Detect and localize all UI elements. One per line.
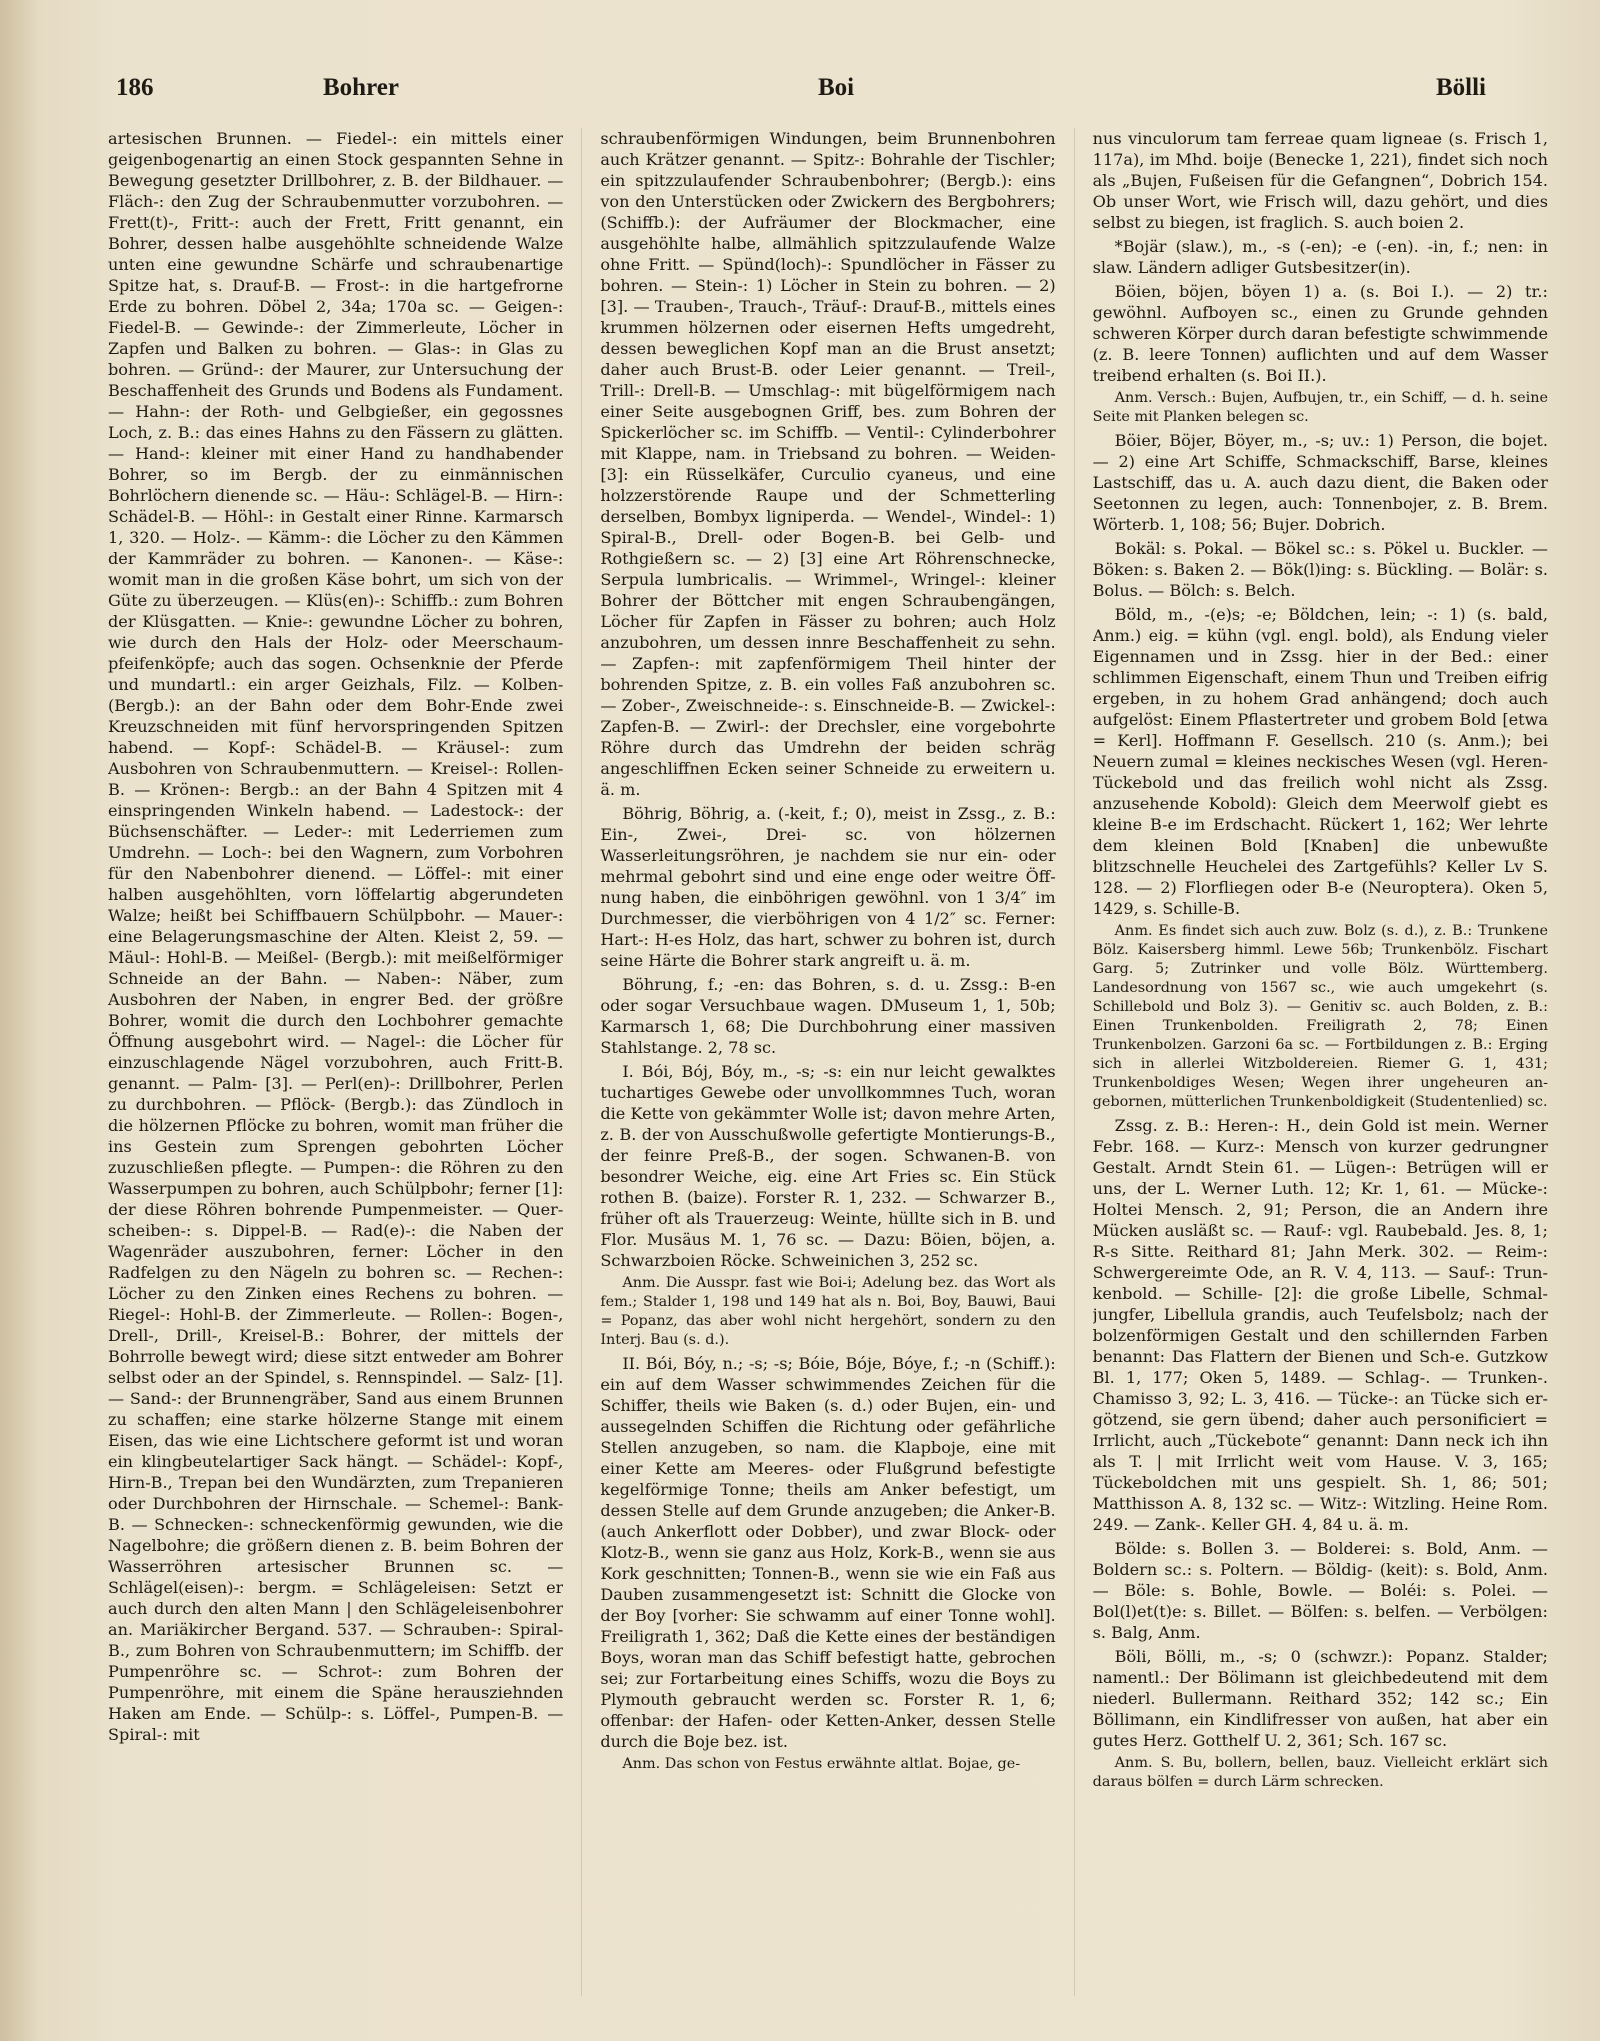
page-header <box>108 74 1548 116</box>
entry-paragraph: Bölde: s. Bollen 3. — Bolderei: s. Bold, Anm. — Boldern sc.: s. Poltern. — Böldig- (keit): s. Bold, Anm. — Böle: s. Bohle, Bowle. — Boléi: s. Polei. — Bol(l)et(t)e: s. Billet. — Bölfen: s. belfen. — Verbölgen: s. Balg, Anm. <box>1092 1539 1548 1643</box>
column-divider <box>581 128 582 1996</box>
running-head-left: Bohrer <box>323 74 399 101</box>
entry-paragraph: Böld, m., -(e)s; -e; Böldchen, lein; -: 1) (s. bald, Anm.) eig. = kühn (vgl. engl. bold), als Endung vieler Eigennamen und in Zssg. hier in der Bed.: einer schlimmen Eigenschaft, einem Thun und Treiben eifrig ergeben, in zu hohem Grad anhängend; doch auch aufgelöst: Einem Pflastertreter und grobem Bold [etwa = Kerl]. Hoffmann F. Gesellsch. 210 (s. Anm.); bei Neuern zumal = kleines neckisches Wesen (vgl. Heren-Tückebold und das freilich wohl nicht als Zssg. anzusehende Kobold): Gleich dem Meerwolf giebt es kleine B-e im Erdschacht. Rückert 1, 162; Wer lehrte dem kleinen Bold [Knaben] die unbewußte blitzschnelle Heuchelei des Zartgefühls? Keller Lv S. 128. — 2) Florfliegen oder B-e (Neuroptera). Oken 5, 1429, s. Schille-B. <box>1092 605 1548 919</box>
text-columns <box>108 128 1548 1996</box>
entry-paragraph: Zssg. z. B.: Heren-: H., dein Gold ist mein. Werner Febr. 168. — Kurz-: Mensch von kurzer gedrungner Gestalt. Arndt Stein 61. — Lügen-: Betrügen will er uns, der L. Werner Luth. 12; Kr. 1, 61. — Mücke-: Holtei Mensch. 2, 91; Person, die an Andern ihre Mücken ausläßt sc. — Rauf-: vgl. Raubebald. Jes. 8, 1; R-s Sitte. Reithard 81; Jahn Merk. 302. — Reim-: Schwergereimte Ode, an R. V. 4, 113. — Sauf-: Trunkenbold. — Schille- [2]: die große Libelle, Schmaljungfer, Libellula grandis, auch Teufelsbolz; nach der bolzenförmigen Gestalt und den schillernden Farben benannt: Das Flattern der Bienen und Sch-e. Gutzkow Bl. 1, 177; Oken 5, 1489. — Schlag-. — Trunken-. Chamisso 3, 92; L. 3, 416. — Tücke-: an Tücke sich ergötzend, sie gern übend; daher auch personificiert = Irrlicht, auch „Tückebote“ genannt: Dann neck ich ihn als T. | mit Irrlicht weit vom Hause. V. 3, 165; Tückeboldchen mit uns gespielt. Sh. 1, 86; 501; Matthisson A. 8, 132 sc. — Witz-: Witzling. Heine Rom. 249. — Zank-. Keller GH. 4, 84 u. ä. m. <box>1092 1116 1548 1535</box>
annotation-paragraph: Anm. S. Bu, bollern, bellen, bauz. Vielleicht erklärt sich daraus bölfen = durch Lärm schrecken. <box>1092 1755 1548 1791</box>
running-head-center: Boi <box>818 74 855 101</box>
entry-paragraph: Böier, Böjer, Böyer, m., -s; uv.: 1) Person, die bojet. — 2) eine Art Schiffe, Schmackschiff, Barse, kleines Lastschiff, das u. A. auch dazu dient, die Baken oder Seetonnen zu legen, auch: Tonnenbojer, z. B. Brem. Wörterb. 1, 108; 56; Bujer. Dobrich. <box>1092 431 1548 535</box>
entry-paragraph: Böhrung, f.; -en: das Bohren, s. d. u. Zssg.: B-en oder sogar Versuchbaue wagen. DMuseum 1, 1, 50b; Karmarsch 1, 68; Die Durchbohrung einer massiven Stahlstange. 2, 78 sc. <box>600 975 1056 1057</box>
annotation-paragraph: Anm. Das schon von Festus erwähnte altlat. Bojae, ge- <box>622 1756 1021 1773</box>
column-right <box>1093 128 1548 1996</box>
running-head-right: Bölli <box>1435 74 1486 101</box>
entry-paragraph: Böien, böjen, böyen 1) a. (s. Boi I.). — 2) tr.: gewöhnl. Aufboyen sc., einen zu Grunde gehnden schweren Körper durch daran befestigte schwimmende (z. B. leere Tonnen) auflichten und auf dem Wasser treibend erhalten (s. Boi II.). <box>1092 282 1548 385</box>
annotation-paragraph: Anm. Es findet sich auch zuw. Bolz (s. d.), z. B.: Trunkene Bölz. Kaisersberg himml. Lewe 56b; Trunkenbölz. Fischart Garg. 5; Zutrinker und volle Bölz. Württemberg. Landesordnung von 1567 sc., wie auch umgekehrt (s. Schillebold und Bolz 3). — Genitiv sc. auch Bolden, z. B.: Einen Trunkenbolden. Freiligrath 2, 78; Einen Trunkenbolzen. Garzoni 6a sc. — Fortbildungen z. B.: Erging sich in allerlei Witzboldereien. Riemer G. 1, 431; Trunkenboldiges Wesen; Wegen ihrer ungeheuren angebornen, mütterlichen Trunkenboldigkeit (Studentenlied) sc. <box>1092 923 1548 1111</box>
column-middle <box>600 128 1055 1996</box>
entry-paragraph: Böli, Bölli, m., -s; 0 (schwzr.): Popanz. Stalder; namentl.: Der Bölimann ist gleichbedeutend mit dem niederl. Bullermann. Reithard 352; 142 sc.; Ein Böllimann, ein Kindlifresser von außen, hat aber ein gutes Herz. Gotthelf U. 2, 361; Sch. 167 sc. <box>1092 1647 1548 1751</box>
entry-paragraph: artesischen Brunnen. — Fiedel-: ein mittels einer geigenbogenartig an einen Stock gespannten Sehne in Bewegung gesetzter Drillbohrer, z. B. der Bildhauer. — Fläch-: den Zug der Schraubenmutter vorzubohren. — Frett(t)-, Fritt-: auch der Frett, Fritt genannt, ein Bohrer, dessen halbe ausgehöhlte schneidende Walze unten eine gewundne Schärfe und schraubenartige Spitze hat, s. Drauf-B. — Frost-: in die hartgefrorne Erde zu bohren. Döbel 2, 34a; 170a sc. — Geigen-: Fiedel-B. — Gewinde-: der Zimmerleute, Löcher in Zapfen und Balken zu bohren. — Glas-: in Glas zu bohren. — Gründ-: der Maurer, zur Untersuchung der Beschaffenheit des Grunds und Bodens als Fundament. — Hahn-: der Roth- und Gelbgießer, ein gegossnes Loch, z. B.: das eines Hahns zu den Fässern zu glätten. — Hand-: kleiner mit einer Hand zu handhabender Bohrer, so im Bergb. der zu einmännischen Bohrlöchern dienende sc. — Häu-: Schlägel-B. — Hirn-: Schädel-B. — Höhl-: in Gestalt einer Rinne. Karmarsch 1, 320. — Holz-. — Kämm-: die Löcher zu den Kämmen der Kammräder zu bohren. — Kanonen-. — Käse-: womit man in die großen Käse bohrt, um sich von der Güte zu überzeugen. — Klüs(en)-: Schiffb.: zum Bohren der Klüsgatten. — Knie-: gewundne Löcher zu bohren, wie durch den Hals der Holz- oder Meerschaumpfeifenköpfe; auch das sogen. Ochsenknie der Pferde und mundartl.: ein arger Geizhals, Filz. — Kolben- (Bergb.): an der Bahn oder dem Bohr-Ende zwei Kreuzschneiden mit fünf hervorspringenden Spitzen habend. — Kopf-: Schädel-B. — Kräusel-: zum Ausbohren von Schraubenmuttern. — Kreisel-: Rollen-B. — Krönen-: Bergb.: an der Bahn 4 Spitzen mit 4 einspringenden Winkeln habend. — Ladestock-: der Büchsenschäfter. — Leder-: mit Lederriemen zum Umdrehn. — Loch-: bei den Wagnern, zum Vorbohren für den Nabenbohrer dienend. — Löffel-: mit einer halben ausgehöhlten, vorn löffelartig abgerundeten Walze; heißt bei Schiffbauern Schülpbohr. — Mauer-: eine Belagerungsmaschine der Alten. Kleist 2, 59. — Mäul-: Hohl-B. — Meißel- (Bergb.): mit meißelförmiger Schneide an der Bahn. — Naben-: Näber, zum Ausbohren der Naben, in engrer Bed. der größre Bohrer, womit die durch den Lochbohrer gemachte Öffnung ausgebohrt wird. — Nagel-: die Löcher für einzuschlagende Nägel vorzubohren, auch Fritt-B. genannt. — Palm- [3]. — Perl(en)-: Drillbohrer, Perlen zu durchbohren. — Pflöck- (Bergb.): das Zündloch in die hölzernen Pflöcke zu bohren, womit man früher die ins Gestein zum Sprengen gebohrten Löcher zuzuschließen pflegte. — Pumpen-: die Röhren zu den Wasserpumpen zu bohren, auch Schülpbohr; ferner [1]: der diese Röhren bohrende Pumpenmeister. — Querscheiben-: s. Dippel-B. — Rad(e)-: die Naben der Wagenräder auszubohren, ferner: Löcher in den Radfelgen zu den Nägeln zu bohren sc. — Rechen-: Löcher zu den Zinken eines Rechens zu bohren. — Riegel-: Hohl-B. der Zimmerleute. — Rollen-: Bogen-, Drell-, Drill-, Kreisel-B.: Bohrer, der mittels der Bohrrolle bewegt wird; diese sitzt entweder am Bohrer selbst oder an der Spindel, s. Rennspindel. — Salz- [1]. — Sand-: der Brunnengräber, Sand aus einem Brunnen zu schaffen; eine starke hölzerne Stange mit einem Eisen, das wie eine Lichtschere geformt ist und woran ein klingbeutelartiger Sack hängt. — Schädel-: Kopf-, Hirn-B., Trepan bei den Wundärzten, zum Trepanieren oder Durchbohren der Hirnschale. — Schemel-: Bank-B. — Schnecken-: schneckenförmig gewunden, wie die Nagelbohre; die größern dienen z. B. beim Bohren der Wasserröhren artesischer Brunnen sc. — Schlägel(eisen)-: bergm. = Schlägeleisen: Setzt er auch durch den alten Mann | den Schlägeleisenbohrer an. Mariäkircher Bergand. 537. — Schrauben-: Spiral-B., zum Bohren von Schraubenmuttern; im Schiffb. der Pumpenröhre sc. — Schrot-: zum Bohren der Pumpenröhre, mit einem die Späne herausziehnden Haken am Ende. — Schülp-: s. Löffel-, Pumpen-B. — Spiral-: mit <box>108 129 564 1744</box>
entry-paragraph: *Bojär (slaw.), m., -s (-en); -e (-en). -in, f.; nen: in slaw. Ländern adliger Gutsbesitzer(in). <box>1092 237 1548 277</box>
entry-paragraph: I. Bói, Bój, Bóy, m., -s; -s: ein nur leicht gewalktes tuchartiges Gewebe oder unvollkommnes Tuch, woran die Kette von gekämmter Wolle ist; davon mehre Arten, z. B. der von Ausschußwolle gefertigte Montierungs-B., der feinre Preß-B., der sogen. Schwanen-B. von besondrer Weiche, eig. eine Art Fries sc. Ein Stück rothen B. (baize). Forster R. 1, 232. — Schwarzer B., früher oft als Trauerzeug: Weinte, hüllte sich in B. und Flor. Musäus M. 1, 76 sc. — Dazu: Böien, böjen, a. Schwarzboien Röcke. Schweinichen 3, 252 sc. <box>600 1062 1056 1270</box>
page-number: 186 <box>116 74 154 101</box>
annotation-paragraph: Anm. Versch.: Bujen, Aufbujen, tr., ein Schiff, — d. h. seine Seite mit Planken belegen sc. <box>1092 390 1548 426</box>
column-divider <box>1074 128 1075 1996</box>
entry-paragraph: II. Bói, Bóy, n.; -s; -s; Bóie, Bóje, Bóye, f.; -n (Schiff.): ein auf dem Wasser schwimmendes Zeichen für die Schiffer, theils wie Baken (s. d.) oder Bujen, ein- und aussegelnden Schiffen die Richtung oder gefährliche Stellen anzugeben, so nam. die Klapboje, eine mit einer Kette am Meeres- oder Flußgrund befestigte kegelförmige Tonne; theils am Anker befestigt, um dessen Stelle auf dem Grunde anzugeben; die Anker-B. (auch Ankerflott oder Dobber), und zwar Block- oder Klotz-B., wenn sie ganz aus Holz, Kork-B., wenn sie aus Kork geschnitten; Tonnen-B., wenn sie wie ein Faß aus Dauben zusammengesetzt ist: Schnitt die Glocke von der Boy [vorher: Sie schwamm auf einer Tonne wohl]. Freiligrath 1, 362; Daß die Kette eines der beständigen Boys, woran man das Schiff befestigt hatte, gebrochen sei; zur Fortarbeitung eines Schiffs, wozu die Boys zu Plymouth gebraucht werden sc. Forster R. 1, 6; offenbar: der Hafen- oder Ketten-Anker, dessen Stelle durch die Boje bez. ist. <box>600 1354 1056 1752</box>
entry-paragraph: Bokäl: s. Pokal. — Bökel sc.: s. Pökel u. Buckler. — Böken: s. Baken 2. — Bök(l)ing: s. Bückling. — Bolär: s. Bolus. — Bölch: s. Belch. <box>1092 539 1548 601</box>
entry-paragraph: schraubenförmigen Windungen, beim Brunnenbohren auch Krätzer genannt. — Spitz-: Bohrahle der Tischler; ein spitzzulaufender Schraubenbohrer; (Bergb.): eins von den Unterstücken oder Zwickern des Bergbohrers; (Schiffb.): der Aufräumer der Blockmacher, eine ausgehöhlte halbe, allmählich spitzzulaufende Walze ohne Fritt. — Spünd(loch)-: Spundlöcher in Fässer zu bohren. — Stein-: 1) Löcher in Stein zu bohren. — 2) [3]. — Trauben-, Trauch-, Träuf-: Drauf-B., mittels eines krummen hölzernen oder eisernen Hefts umgedreht, dessen beweglichen Kopf man an die Brust ansetzt; daher auch Brust-B. oder Leier genannt. — Treil-, Trill-: Drell-B. — Umschlag-: mit bügelförmigem nach einer Seite ausgebognen Griff, bes. zum Bohren der Spickerlöcher sc. im Schiffb. — Ventil-: Cylinderbohrer mit Klappe, nam. in Triebsand zu bohren. — Weiden- [3]: ein Rüsselkäfer, Curculio cyaneus, und eine holzzerstörende Raupe und der Schmetterling derselben, Bombyx ligniperda. — Wendel-, Windel-: 1) Spiral-B., Drell- oder Bogen-B. bei Gelb- und Rothgießern sc. — 2) [3] eine Art Röhrenschnecke, Serpula lumbricalis. — Wrimmel-, Wringel-: kleiner Bohrer der Böttcher mit engen Schraubengängen, Löcher für Zapfen in Fässer zu bohren; auch Holz anzubohren, um dessen innre Beschaffenheit zu sehn. — Zapfen-: mit zapfenförmigem Theil hinter der bohrenden Spitze, z. B. ein volles Faß anzubohren sc. — Zober-, Zweischneide-: s. Einschneide-B. — Zwickel-: Zapfen-B. — Zwirl-: der Drechsler, eine vorgebohrte Röhre durch das Umdrehn der beiden schräg angeschliffnen Ecken seiner Schneide zu erweitern u. ä. m. <box>600 129 1056 799</box>
annotation-paragraph: Anm. Die Ausspr. fast wie Boi-i; Adelung bez. das Wort als fem.; Stalder 1, 198 und 149 hat als n. Boi, Boy, Bauwi, Baui = Popanz, das aber wohl nicht hergehört, sondern zu den Interj. Bau (s. d.). <box>600 1275 1056 1349</box>
column-left <box>108 128 563 1996</box>
entry-paragraph: Böhrig, Böhrig, a. (-keit, f.; 0), meist in Zssg., z. B.: Ein-, Zwei-, Drei- sc. von hölzernen Wasserleitungsröhren, je nachdem sie nur ein- oder mehrmal gebohrt sind und eine enge oder weitre Öffnung haben, die einböhrigen gewöhnl. von 1 3/4″ im Durchmesser, die vierböhrigen von 4 1/2″ sc. Ferner: Hart-: H-es Holz, das hart, schwer zu bohren ist, durch seine Härte die Bohrer stark angreift u. ä. m. <box>600 804 1056 970</box>
entry-paragraph: nus vinculorum tam ferreae quam ligneae (s. Frisch 1, 117a), im Mhd. boije (Benecke 1, 221), findet sich noch als „Bujen, Fußeisen für die Gefangnen“, Dobrich 154. Ob unser Wort, wie Frisch will, dazu gehört, und dies selbst zu biegen, ist fraglich. S. auch boien 2. <box>1092 129 1548 232</box>
